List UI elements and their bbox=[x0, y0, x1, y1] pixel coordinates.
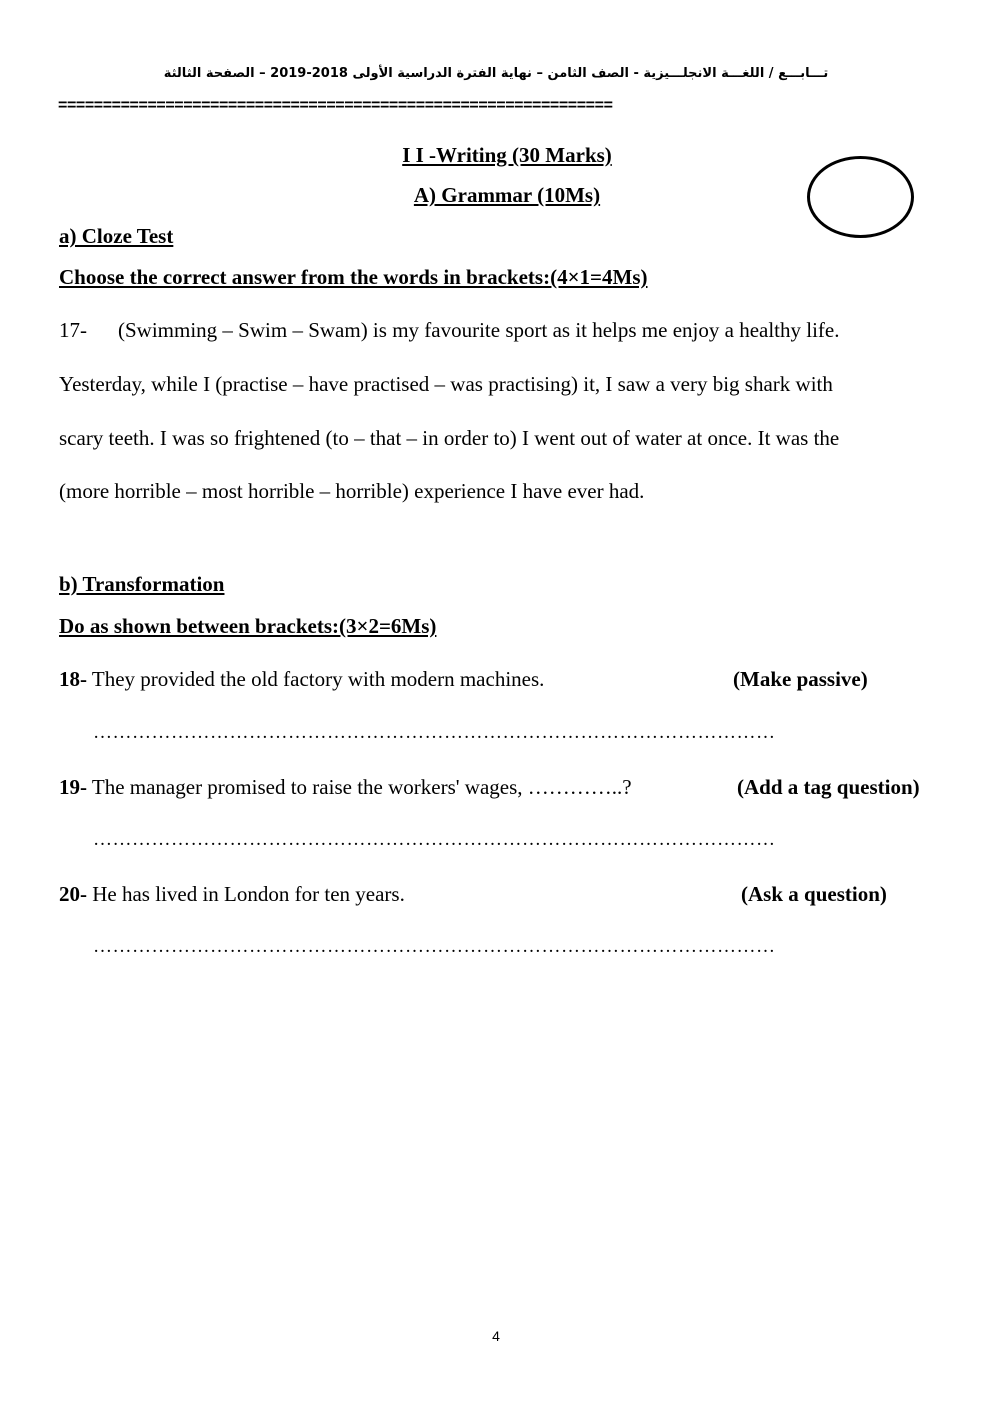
question-text: The manager promised to raise the workers' wages, …………..? bbox=[87, 775, 632, 799]
question-number: 18- bbox=[59, 667, 87, 691]
cloze-instruction: Choose the correct answer from the words in brackets:(4×1=4Ms) bbox=[59, 265, 648, 289]
cloze-line-2: Yesterday, while I (practise – have practised – was practising) it, I saw a very big shark with bbox=[59, 372, 833, 396]
question-18-instruction: (Make passive) bbox=[733, 667, 868, 691]
section-title: I I -Writing (30 Marks) bbox=[402, 143, 612, 167]
question-20 bbox=[59, 882, 405, 906]
page-header-arabic: تـــابـــع / اللغـــة الانجلـــيزية - الصف الثامن – نهاية الفترة الدراسية الأولى 2018-2019 – الصفحة الثالثة bbox=[163, 66, 829, 81]
page-number: 4 bbox=[492, 1328, 500, 1344]
cloze-line-1: (Swimming – Swim – Swam) is my favourite sport as it helps me enjoy a healthy life. bbox=[118, 318, 840, 342]
question-text: He has lived in London for ten years. bbox=[87, 882, 405, 906]
transformation-heading: b) Transformation bbox=[59, 572, 225, 596]
score-circle bbox=[807, 156, 914, 238]
section-subtitle: A) Grammar (10Ms) bbox=[413, 183, 601, 207]
answer-line-18[interactable]: …………………………………………………………………………………………… bbox=[93, 722, 776, 743]
answer-line-19[interactable]: …………………………………………………………………………………………… bbox=[93, 829, 776, 850]
question-number: 20- bbox=[59, 882, 87, 906]
cloze-heading: a) Cloze Test bbox=[59, 224, 174, 248]
question-19 bbox=[59, 775, 632, 799]
question-19-instruction: (Add a tag question) bbox=[737, 775, 920, 799]
question-text: They provided the old factory with modern machines. bbox=[87, 667, 545, 691]
cloze-number: 17- bbox=[59, 318, 87, 342]
cloze-line-4: (more horrible – most horrible – horrible) experience I have ever had. bbox=[59, 479, 645, 503]
header-separator: ============================================================== bbox=[58, 97, 613, 114]
transformation-instruction: Do as shown between brackets:(3×2=6Ms) bbox=[59, 614, 437, 638]
answer-line-20[interactable]: …………………………………………………………………………………………… bbox=[93, 936, 776, 957]
question-number: 19- bbox=[59, 775, 87, 799]
cloze-line-3: scary teeth. I was so frightened (to – that – in order to) I went out of water at once. It was the bbox=[59, 426, 840, 450]
question-18 bbox=[59, 667, 544, 691]
question-20-instruction: (Ask a question) bbox=[741, 882, 887, 906]
